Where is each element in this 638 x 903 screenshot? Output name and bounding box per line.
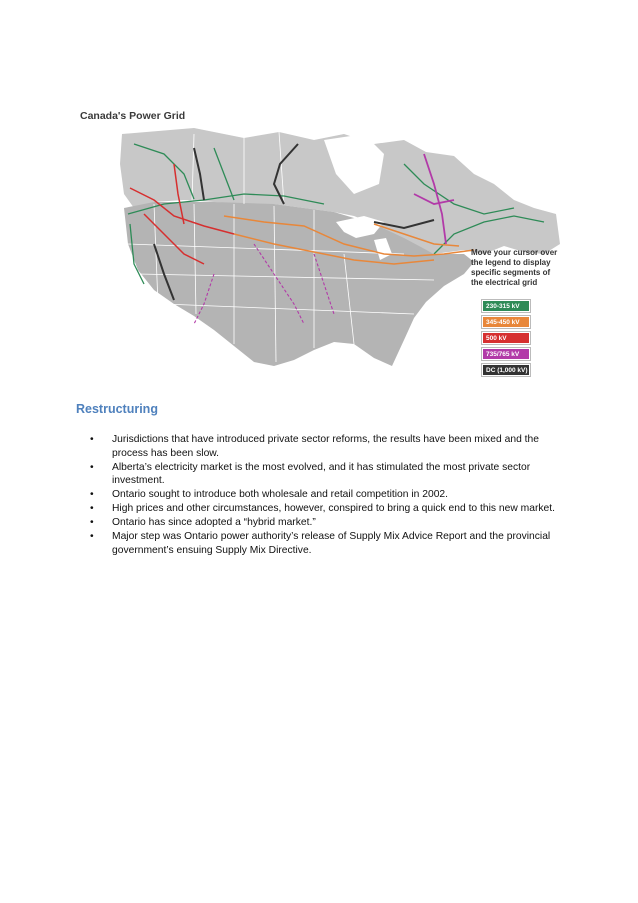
figure-title: Canada's Power Grid [80, 110, 186, 122]
list-item [90, 502, 560, 516]
bullet-icon: • [90, 489, 94, 500]
bullet-icon: • [90, 503, 94, 514]
list-item [90, 461, 560, 488]
legend-item-230-315kv[interactable]: 230-315 kV [482, 300, 530, 312]
list-item-text: Major step was Ontario power authority’s release of Supply Mix Advice Report and the provincial government’s ensuing Supply Mix Directive. [112, 531, 551, 556]
bullet-list [90, 433, 560, 558]
list-item-text: High prices and other circumstances, however, conspired to bring a quick end to this new market. [112, 503, 555, 514]
list-item [90, 530, 560, 557]
list-item-text: Ontario sought to introduce both wholesale and retail competition in 2002. [112, 489, 449, 500]
bullet-icon: • [90, 434, 94, 445]
legend-item-345-450kv[interactable]: 345-450 kV [482, 316, 530, 328]
list-item-text: Jurisdictions that have introduced private sector reforms, the results have been mixed and the process has been slow. [112, 434, 539, 459]
bullet-icon: • [90, 531, 94, 542]
list-item [90, 516, 560, 530]
legend-item-dc-1000kv[interactable]: DC (1,000 kV) [482, 364, 530, 376]
list-item-text: Alberta’s electricity market is the most evolved, and it has stimulated the most private sector investment. [112, 461, 531, 486]
power-grid-figure [74, 104, 566, 390]
list-item-text: Ontario has since adopted a “hybrid market.” [112, 517, 316, 528]
section-heading: Restructuring [76, 402, 158, 416]
bullet-icon: • [90, 461, 94, 473]
bullet-icon: • [90, 517, 94, 528]
legend-item-735-765kv[interactable]: 735/765 kV [482, 348, 530, 360]
list-item [90, 488, 560, 502]
list-item [90, 433, 560, 460]
legend-instruction: Move your cursor over the legend to display specific segments of the electrical grid [471, 248, 558, 287]
legend-item-500kv[interactable]: 500 kV [482, 332, 530, 344]
voltage-legend [482, 300, 530, 380]
